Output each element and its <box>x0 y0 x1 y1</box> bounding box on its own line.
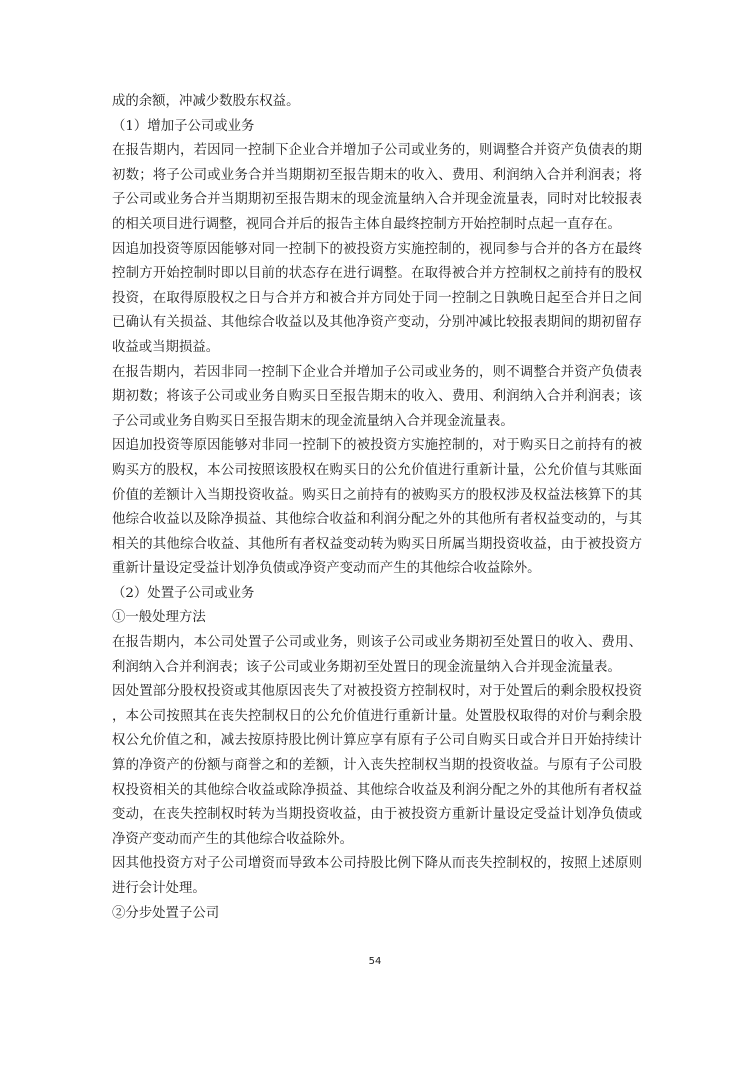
document-body <box>112 90 642 926</box>
paragraph: 在报告期内，本公司处置子公司或业务，则该子公司或业务期初至处置日的收入、费用、利润纳入合并利润表；该子公司或业务期初至处置日的现金流量纳入合并现金流量表。 <box>112 635 642 675</box>
page-number: 54 <box>368 956 382 967</box>
paragraph: 在报告期内，若因同一控制下企业合并增加子公司或业务的，则调整合并资产负债表的期初数；将子公司或业务合并当期期初至报告期末的收入、费用、利润纳入合并利润表；将子公司或业务合并当期期初至报告期末的现金流量纳入合并现金流量表，同时对比较报表的相关项目进行调整，视同合并后的报告主体自最终控制方开始控制时点起一直存在。 <box>112 143 642 232</box>
paragraph: 因处置部分股权投资或其他原因丧失了对被投资方控制权时，对于处置后的剩余股权投资，本公司按照其在丧失控制权日的公允价值进行重新计量。处置股权取得的对价与剩余股权公允价值之和，减去按原持股比例计算应享有原有子公司自购买日或合并日开始持续计算的净资产的份额与商誉之和的差额，计入丧失控制权当期的投资收益。与原有子公司股权投资相关的其他综合收益或除净损益、其他综合收益及利润分配之外的其他所有者权益变动，在丧失控制权时转为当期投资收益，由于被投资方重新计量设定受益计划净负债或净资产变动而产生的其他综合收益除外。 <box>112 684 642 847</box>
section-heading: （1）增加子公司或业务 <box>112 118 255 134</box>
paragraph: 在报告期内，若因非同一控制下企业合并增加子公司或业务的，则不调整合并资产负债表期初数；将该子公司或业务自购买日至报告期末的收入、费用、利润纳入合并利润表；该子公司或业务自购买日至报告期末的现金流量纳入合并现金流量表。 <box>112 364 642 429</box>
paragraph: 因追加投资等原因能够对同一控制下的被投资方实施控制的，视同参与合并的各方在最终控制方开始控制时即以目前的状态存在进行调整。在取得被合并方控制权之前持有的股权投资，在取得原股权之日与合并方和被合并方同处于同一控制之日孰晚日起至合并日之间已确认有关损益、其他综合收益以及其他净资产变动，分别冲减比较报表期间的期初留存收益或当期损益。 <box>112 241 642 355</box>
subsection-heading: ②分步处置子公司 <box>112 905 220 921</box>
section-heading: （2）处置子公司或业务 <box>112 585 255 601</box>
paragraph: 成的余额，冲减少数股东权益。 <box>112 94 300 109</box>
subsection-heading: ①一般处理方法 <box>112 610 206 626</box>
paragraph: 因追加投资等原因能够对非同一控制下的被投资方实施控制的，对于购买日之前持有的被购买方的股权，本公司按照该股权在购买日的公允价值进行重新计量，公允价值与其账面价值的差额计入当期投资收益。购买日之前持有的被购买方的股权涉及权益法核算下的其他综合收益以及除净损益、其他综合收益和利润分配之外的其他所有者权益变动的，与其相关的其他综合收益、其他所有者权益变动转为购买日所属当期投资收益，由于被投资方重新计量设定受益计划净负债或净资产变动而产生的其他综合收益除外。 <box>112 438 642 577</box>
paragraph: 因其他投资方对子公司增资而导致本公司持股比例下降从而丧失控制权的，按照上述原则进行会计处理。 <box>112 856 642 896</box>
